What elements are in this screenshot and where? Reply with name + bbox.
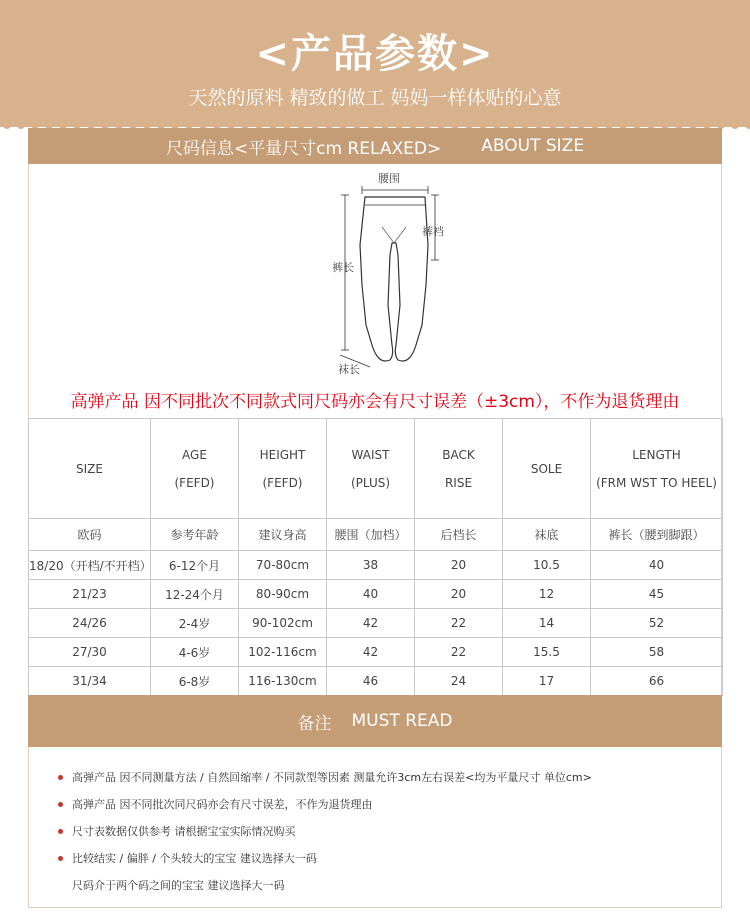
header-cell-line: AGE (182, 447, 207, 462)
table-cell: 12-24个月 (151, 580, 239, 609)
size-table (28, 418, 722, 696)
banner-subtitle: 天然的原料 精致的做工 妈妈一样体贴的心意 (188, 87, 562, 109)
table-header-row (29, 419, 723, 519)
header-cell (415, 419, 503, 519)
cn-header-cell: 裤长（腰到脚跟） (591, 519, 723, 551)
header-cell-line: RISE (444, 475, 473, 490)
table-cell: 18/20（开档/不开档） (29, 551, 151, 580)
bullet-icon (58, 856, 63, 861)
table-cell: 12 (503, 580, 591, 609)
note-item (56, 878, 696, 905)
header-cell-line: (PLUS) (350, 475, 391, 490)
cn-header-cell: 建议身高 (239, 519, 327, 551)
cn-header-cell: 袜底 (503, 519, 591, 551)
table-cell: 21/23 (29, 580, 151, 609)
cn-header-cell: 腰围（加档） (327, 519, 415, 551)
banner-title: <产品参数> (255, 31, 495, 77)
cn-header-cell: 参考年龄 (151, 519, 239, 551)
table-cell: 31/34 (29, 667, 151, 696)
header-cell (151, 419, 239, 519)
header-cell-line: (FEFD) (174, 475, 215, 490)
header-cell (239, 419, 327, 519)
table-cell: 14 (503, 609, 591, 638)
header-cell-line: HEIGHT (259, 447, 306, 462)
table-cell: 22 (415, 609, 503, 638)
table-cell: 66 (591, 667, 723, 696)
rise-label: 裤裆 (422, 225, 444, 238)
table-cell: 45 (591, 580, 723, 609)
header-cell-line: (FRM WST TO HEEL) (596, 475, 717, 490)
cn-header-cell: 后档长 (415, 519, 503, 551)
bullet-icon (58, 829, 63, 834)
size-warning: 高弹产品 因不同批次不同款式同尺码亦会有尺寸误差（±3cm），不作为退货理由 (70, 392, 680, 412)
notes-header-en: MUST READ (351, 711, 453, 731)
sole-label: 袜长 (338, 363, 360, 376)
waist-label: 腰围 (378, 172, 400, 185)
table-cell: 17 (503, 667, 591, 696)
table-cell: 80-90cm (239, 580, 327, 609)
tights-diagram (320, 165, 450, 380)
header-cell-line: BACK (442, 447, 475, 462)
note-text: 比较结实 / 偏胖 / 个头较大的宝宝 建议选择大一码 (72, 852, 317, 865)
size-header-cn: 尺码信息<平量尺寸cm RELAXED> (165, 138, 442, 159)
table-cell: 52 (591, 609, 723, 638)
length-label: 裤长 (332, 261, 354, 274)
bullet-icon (58, 802, 63, 807)
table-cell: 116-130cm (239, 667, 327, 696)
bullet-icon (58, 775, 63, 780)
table-cell: 20 (415, 551, 503, 580)
table-cell: 27/30 (29, 638, 151, 667)
note-item (56, 770, 696, 797)
table-row (29, 638, 723, 667)
table-cell: 24 (415, 667, 503, 696)
table-cell: 15.5 (503, 638, 591, 667)
table-cell: 42 (327, 638, 415, 667)
table-cell: 2-4岁 (151, 609, 239, 638)
header-cell-line: SOLE (530, 461, 563, 476)
table-cell: 22 (415, 638, 503, 667)
table-row (29, 609, 723, 638)
notes-header-cn: 备注 (297, 713, 332, 734)
table-cell: 4-6岁 (151, 638, 239, 667)
table-cell: 46 (327, 667, 415, 696)
top-banner (0, 0, 750, 127)
table-cell: 10.5 (503, 551, 591, 580)
table-row (29, 580, 723, 609)
header-cell (591, 419, 723, 519)
note-text: 高弹产品 因不同测量方法 / 自然回缩率 / 不同款型等因素 测量允许3cm左右误差<均为平量尺寸 单位cm> (72, 771, 592, 784)
note-item (56, 824, 696, 851)
table-cell: 38 (327, 551, 415, 580)
table-cell: 40 (327, 580, 415, 609)
header-cell-line: LENGTH (632, 447, 681, 462)
notes-section-header (28, 695, 722, 747)
note-item (56, 797, 696, 824)
table-cell: 90-102cm (239, 609, 327, 638)
header-cell (503, 419, 591, 519)
header-cell (29, 419, 151, 519)
table-cell: 42 (327, 609, 415, 638)
table-row (29, 667, 723, 696)
table-cell: 6-12个月 (151, 551, 239, 580)
header-cell-line: WAIST (351, 447, 390, 462)
table-cell: 102-116cm (239, 638, 327, 667)
table-cell: 40 (591, 551, 723, 580)
table-row (29, 551, 723, 580)
cn-header-cell: 欧码 (29, 519, 151, 551)
table-cn-header-row (29, 519, 723, 551)
note-item (56, 851, 696, 878)
table-cell: 24/26 (29, 609, 151, 638)
header-cell-line: (FEFD) (262, 475, 303, 490)
table-cell: 6-8岁 (151, 667, 239, 696)
table-cell: 70-80cm (239, 551, 327, 580)
header-cell-line: SIZE (76, 461, 103, 476)
size-header-en: ABOUT SIZE (481, 136, 585, 156)
notes-list (56, 770, 696, 905)
note-text: 尺码介于两个码之间的宝宝 建议选择大一码 (72, 879, 285, 892)
table-cell: 58 (591, 638, 723, 667)
table-cell: 20 (415, 580, 503, 609)
size-section-header (28, 128, 722, 164)
header-cell (327, 419, 415, 519)
note-text: 尺寸表数据仅供参考 请根据宝宝实际情况购买 (72, 825, 296, 838)
note-text: 高弹产品 因不同批次同尺码亦会有尺寸误差，不作为退货理由 (72, 798, 373, 811)
